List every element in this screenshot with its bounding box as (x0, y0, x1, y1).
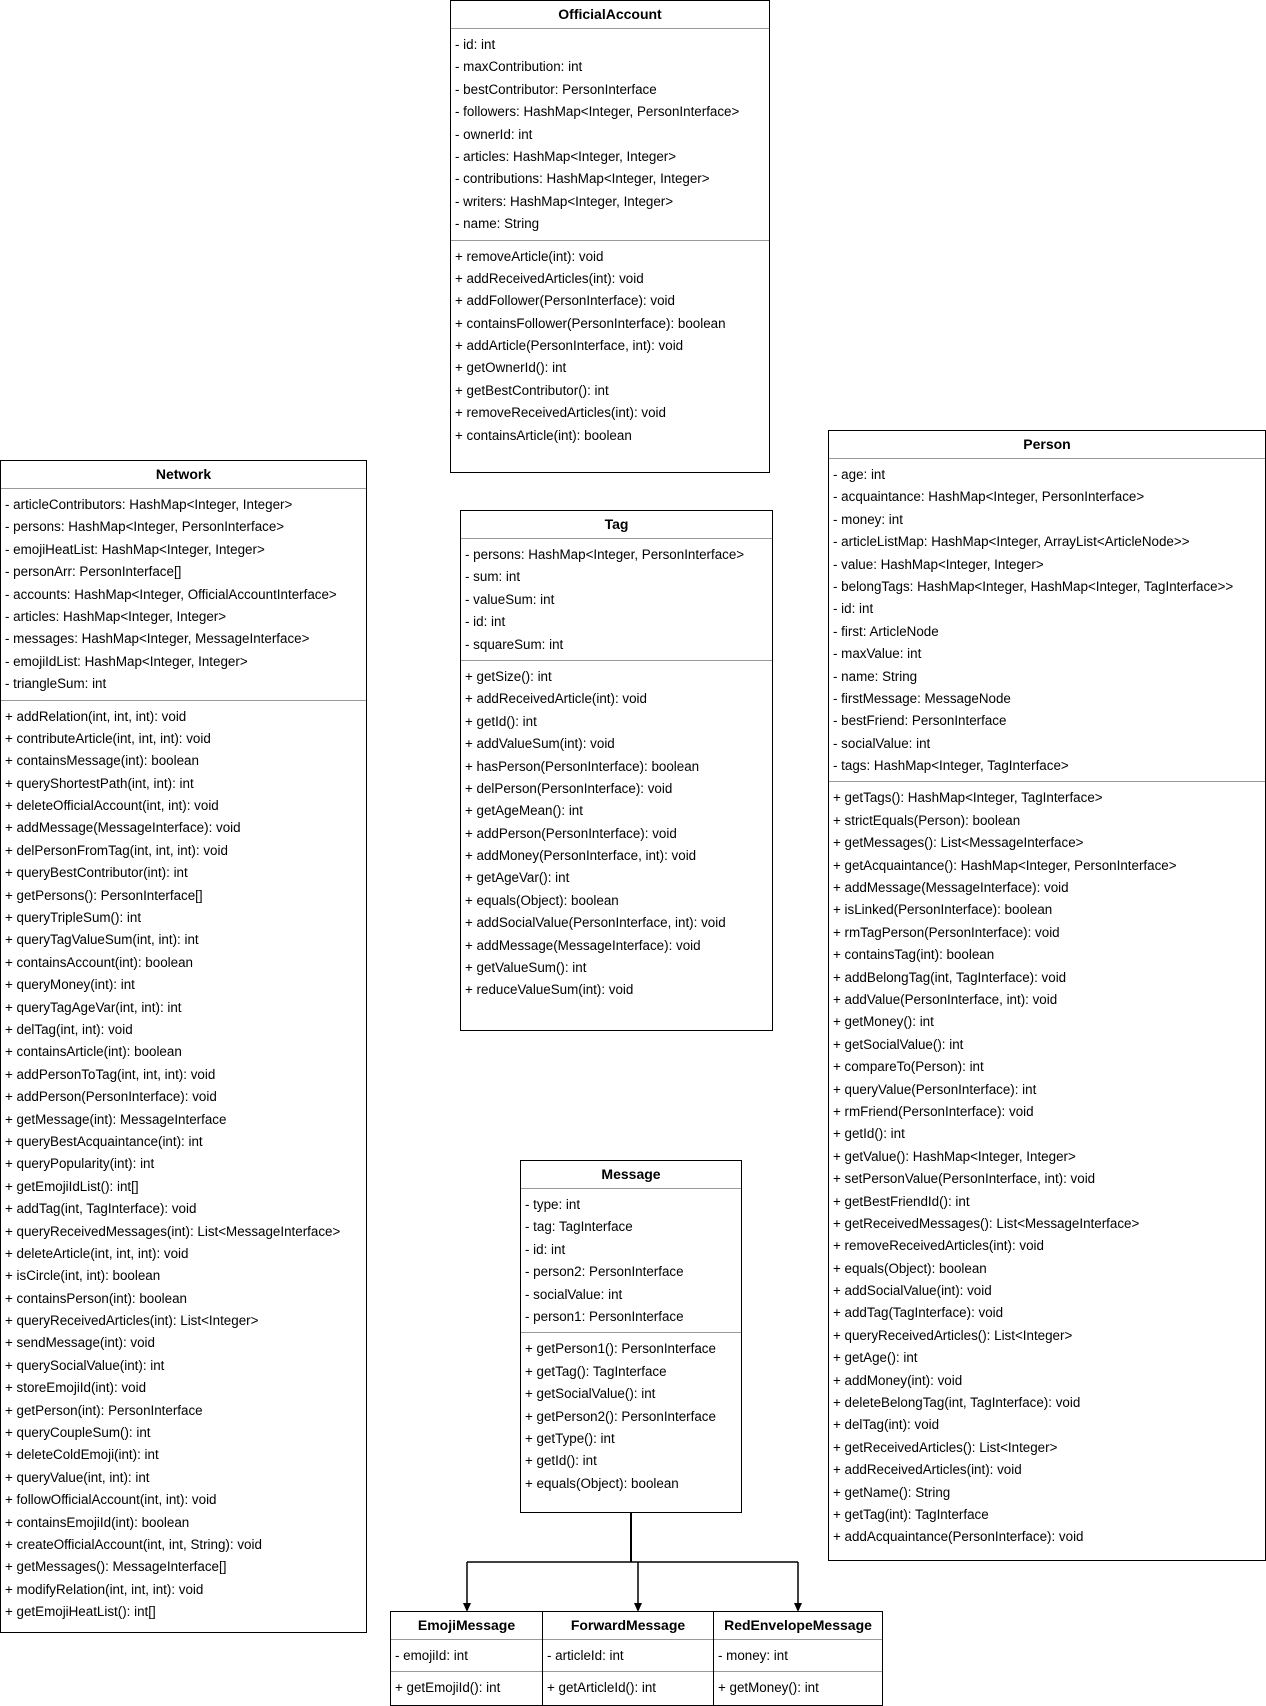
method-row: + addSocialValue(int): void (833, 1283, 992, 1299)
method-row: + removeReceivedArticles(int): void (455, 405, 666, 421)
class-tag[interactable] (460, 510, 773, 1031)
method-row: + getType(): int (525, 1430, 615, 1446)
method-row: + getSocialValue(): int (833, 1036, 964, 1052)
attributes (1, 489, 366, 700)
method-row: + addPerson(PersonInterface): void (465, 825, 677, 841)
class-network[interactable] (0, 460, 367, 1633)
method-row: + containsPerson(int): boolean (5, 1290, 188, 1306)
methods (391, 1671, 542, 1703)
method-row: + getPerson2(): PersonInterface (525, 1408, 716, 1424)
method-row: + queryReceivedArticles(int): List<Integer> (5, 1313, 259, 1329)
method-row: + isLinked(PersonInterface): boolean (833, 902, 1053, 918)
class-name: Tag (461, 511, 772, 539)
method-row: + getEmojiHeatList(): int[] (5, 1604, 156, 1620)
attribute-row: - maxValue: int (833, 646, 922, 662)
method-row: + getTag(int): TagInterface (833, 1506, 989, 1522)
methods (1, 700, 366, 1628)
method-row: + getSocialValue(): int (525, 1386, 656, 1402)
method-row: + delPerson(PersonInterface): void (465, 780, 673, 796)
method-row: + delTag(int, int): void (5, 1021, 133, 1037)
method-row: + deleteColdEmoji(int): int (5, 1447, 159, 1463)
method-row: + addMessage(MessageInterface): void (465, 937, 701, 953)
method-row: + containsTag(int): boolean (833, 947, 995, 963)
method-row: + isCircle(int, int): boolean (5, 1268, 161, 1284)
method-row: + followOfficialAccount(int, int): void (5, 1492, 217, 1508)
method-row: + getMoney(): int (718, 1680, 819, 1696)
method-row: + modifyRelation(int, int, int): void (5, 1581, 204, 1597)
method-row: + addValue(PersonInterface, int): void (833, 991, 1058, 1007)
class-red-envelope-message[interactable] (713, 1611, 883, 1706)
attribute-row: - first: ArticleNode (833, 623, 939, 639)
class-forward-message[interactable] (542, 1611, 714, 1706)
class-name: ForwardMessage (543, 1612, 713, 1640)
attribute-row: - type: int (525, 1197, 581, 1212)
method-row: + reduceValueSum(int): void (465, 982, 634, 998)
method-row: + queryReceivedMessages(int): List<MessageInterface> (5, 1223, 341, 1239)
attribute-row: - emojiHeatList: HashMap<Integer, Integer> (5, 541, 265, 557)
class-name: Person (829, 431, 1265, 459)
attribute-row: - emojiIdList: HashMap<Integer, Integer> (5, 653, 248, 669)
method-row: + deleteArticle(int, int, int): void (5, 1245, 189, 1261)
method-row: + queryReceivedArticles(): List<Integer> (833, 1327, 1073, 1343)
method-row: + getMessage(int): MessageInterface (5, 1111, 227, 1127)
method-row: + containsArticle(int): boolean (5, 1044, 182, 1060)
method-row: + addAcquaintance(PersonInterface): void (833, 1529, 1084, 1545)
method-row: + queryTagValueSum(int, int): int (5, 932, 199, 948)
method-row: + queryMoney(int): int (5, 977, 135, 993)
method-row: + removeArticle(int): void (455, 248, 604, 264)
method-row: + containsMessage(int): boolean (5, 753, 199, 769)
method-row: + containsAccount(int): boolean (5, 954, 193, 970)
method-row: + getPersons(): PersonInterface[] (5, 887, 203, 903)
method-row: + equals(Object): boolean (525, 1475, 679, 1491)
method-row: + compareTo(Person): int (833, 1059, 984, 1075)
method-row: + delTag(int): void (833, 1417, 940, 1433)
method-row: + getId(): int (465, 713, 537, 729)
attribute-row: - sum: int (465, 569, 521, 585)
method-row: + getMoney(): int (833, 1014, 934, 1030)
attribute-row: - belongTags: HashMap<Integer, HashMap<Integer, TagInterface>> (833, 578, 1234, 594)
attribute-row: - name: String (455, 216, 540, 232)
attribute-row: - value: HashMap<Integer, Integer> (833, 556, 1044, 572)
class-message[interactable] (520, 1160, 742, 1513)
attribute-row: - acquaintance: HashMap<Integer, PersonInterface> (833, 489, 1145, 505)
method-row: + querySocialValue(int): int (5, 1357, 165, 1373)
method-row: + getBestContributor(): int (455, 382, 609, 398)
method-row: + queryTripleSum(): int (5, 910, 142, 926)
method-row: + createOfficialAccount(int, int, String): void (5, 1536, 262, 1552)
method-row: + addTag(int, TagInterface): void (5, 1201, 197, 1217)
method-row: + getValueSum(): int (465, 960, 587, 976)
method-row: + containsArticle(int): boolean (455, 427, 632, 443)
attribute-row: - personArr: PersonInterface[] (5, 564, 182, 580)
method-row: + addReceivedArticle(int): void (465, 691, 647, 707)
method-row: + addPerson(PersonInterface): void (5, 1089, 217, 1105)
attribute-row: - money: int (718, 1648, 788, 1663)
method-row: + getTags(): HashMap<Integer, TagInterface> (833, 790, 1103, 806)
method-row: + addReceivedArticles(int): void (455, 270, 644, 286)
method-row: + queryShortestPath(int, int): int (5, 775, 194, 791)
method-row: + getPerson1(): PersonInterface (525, 1341, 716, 1357)
attribute-row: - triangleSum: int (5, 676, 107, 692)
attributes (521, 1189, 741, 1332)
class-name: RedEnvelopeMessage (714, 1612, 882, 1640)
method-row: + getReceivedArticles(): List<Integer> (833, 1439, 1058, 1455)
attribute-row: - person2: PersonInterface (525, 1264, 684, 1280)
attribute-row: - bestContributor: PersonInterface (455, 81, 657, 97)
attribute-row: - valueSum: int (465, 591, 555, 607)
method-row: + equals(Object): boolean (465, 892, 619, 908)
method-row: + queryTagAgeVar(int, int): int (5, 999, 182, 1015)
method-row: + addReceivedArticles(int): void (833, 1462, 1022, 1478)
attributes (461, 539, 772, 660)
method-row: + rmTagPerson(PersonInterface): void (833, 924, 1060, 940)
methods (521, 1332, 741, 1499)
method-row: + queryCoupleSum(): int (5, 1425, 151, 1441)
method-row: + getId(): int (833, 1126, 905, 1142)
method-row: + addPersonToTag(int, int, int): void (5, 1066, 216, 1082)
attribute-row: - ownerId: int (455, 126, 533, 142)
attribute-row: - emojiId: int (395, 1648, 468, 1663)
method-row: + getAgeVar(): int (465, 870, 570, 886)
class-name: EmojiMessage (391, 1612, 542, 1640)
attribute-row: - persons: HashMap<Integer, PersonInterface> (5, 519, 285, 535)
attributes (451, 29, 769, 240)
attribute-row: - socialValue: int (833, 735, 931, 751)
method-row: + deleteBelongTag(int, TagInterface): void (833, 1395, 1081, 1411)
methods (461, 660, 772, 1006)
method-row: + getPerson(int): PersonInterface (5, 1402, 203, 1418)
attribute-row: - id: int (465, 614, 506, 630)
attribute-row: - maxContribution: int (455, 59, 583, 75)
method-row: + addMoney(PersonInterface, int): void (465, 848, 697, 864)
method-row: + getValue(): HashMap<Integer, Integer> (833, 1148, 1076, 1164)
method-row: + getSize(): int (465, 668, 552, 684)
method-row: + sendMessage(int): void (5, 1335, 155, 1351)
method-row: + getArticleId(): int (547, 1680, 657, 1696)
attributes (714, 1640, 882, 1671)
attribute-row: - name: String (833, 668, 918, 684)
method-row: + setPersonValue(PersonInterface, int): void (833, 1171, 1096, 1187)
attributes (829, 459, 1265, 781)
attribute-row: - followers: HashMap<Integer, PersonInterface> (455, 104, 740, 120)
attribute-row: - tags: HashMap<Integer, TagInterface> (833, 758, 1069, 774)
method-row: + addFollower(PersonInterface): void (455, 293, 675, 309)
attribute-row: - id: int (833, 601, 874, 617)
attribute-row: - contributions: HashMap<Integer, Integer> (455, 171, 710, 187)
attribute-row: - squareSum: int (465, 636, 564, 652)
attribute-row: - firstMessage: MessageNode (833, 690, 1011, 706)
method-row: + getTag(): TagInterface (525, 1363, 667, 1379)
method-row: + rmFriend(PersonInterface): void (833, 1103, 1034, 1119)
class-name: OfficialAccount (451, 1, 769, 29)
class-person[interactable] (828, 430, 1266, 1561)
method-row: + addSocialValue(PersonInterface, int): void (465, 915, 726, 931)
attribute-row: - writers: HashMap<Integer, Integer> (455, 193, 674, 209)
methods (543, 1671, 713, 1703)
method-row: + equals(Object): boolean (833, 1260, 987, 1276)
method-row: + delPersonFromTag(int, int, int): void (5, 842, 228, 858)
attribute-row: - articles: HashMap<Integer, Integer> (455, 148, 677, 164)
attribute-row: - articleListMap: HashMap<Integer, ArrayList<ArticleNode>> (833, 534, 1190, 550)
method-row: + getMessages(): List<MessageInterface> (833, 835, 1084, 851)
method-row: + queryBestContributor(int): int (5, 865, 188, 881)
attribute-row: - money: int (833, 511, 903, 527)
methods (451, 240, 769, 452)
method-row: + addMessage(MessageInterface): void (833, 880, 1069, 896)
method-row: + queryValue(int, int): int (5, 1469, 150, 1485)
method-row: + getMessages(): MessageInterface[] (5, 1559, 227, 1575)
method-row: + getReceivedMessages(): List<MessageInterface> (833, 1215, 1140, 1231)
method-row: + addMoney(int): void (833, 1372, 963, 1388)
method-row: + getEmojiIdList(): int[] (5, 1178, 139, 1194)
method-row: + queryPopularity(int): int (5, 1156, 155, 1172)
attribute-row: - articles: HashMap<Integer, Integer> (5, 608, 227, 624)
attribute-row: - age: int (833, 467, 886, 482)
method-row: + addTag(TagInterface): void (833, 1305, 1004, 1321)
attribute-row: - accounts: HashMap<Integer, OfficialAccountInterface> (5, 586, 337, 602)
method-row: + addMessage(MessageInterface): void (5, 820, 241, 836)
attribute-row: - messages: HashMap<Integer, MessageInterface> (5, 631, 310, 647)
method-row: + containsEmojiId(int): boolean (5, 1514, 190, 1530)
attributes (543, 1640, 713, 1671)
method-row: + addValueSum(int): void (465, 736, 615, 752)
method-row: + getName(): String (833, 1484, 951, 1500)
class-official-account[interactable] (450, 0, 770, 473)
method-row: + getAge(): int (833, 1350, 918, 1366)
methods (714, 1671, 882, 1703)
attribute-row: - articleContributors: HashMap<Integer, Integer> (5, 497, 293, 512)
method-row: + addBelongTag(int, TagInterface): void (833, 969, 1067, 985)
attribute-row: - tag: TagInterface (525, 1219, 633, 1235)
method-row: + removeReceivedArticles(int): void (833, 1238, 1044, 1254)
method-row: + addRelation(int, int, int): void (5, 708, 187, 724)
method-row: + addArticle(PersonInterface, int): void (455, 338, 684, 354)
method-row: + queryValue(PersonInterface): int (833, 1081, 1037, 1097)
method-row: + containsFollower(PersonInterface): boolean (455, 315, 726, 331)
attribute-row: - bestFriend: PersonInterface (833, 713, 1007, 729)
attribute-row: - id: int (455, 37, 496, 52)
method-row: + queryBestAcquaintance(int): int (5, 1133, 203, 1149)
class-name: Network (1, 461, 366, 489)
method-row: + getId(): int (525, 1453, 597, 1469)
method-row: + storeEmojiId(int): void (5, 1380, 147, 1396)
class-emoji-message[interactable] (390, 1611, 543, 1706)
attribute-row: - person1: PersonInterface (525, 1308, 684, 1324)
class-name: Message (521, 1161, 741, 1189)
method-row: + hasPerson(PersonInterface): boolean (465, 758, 700, 774)
method-row: + getAgeMean(): int (465, 803, 583, 819)
method-row: + strictEquals(Person): boolean (833, 812, 1021, 828)
methods (829, 781, 1265, 1552)
attributes (391, 1640, 542, 1671)
attribute-row: - id: int (525, 1241, 566, 1257)
method-row: + getBestFriendId(): int (833, 1193, 970, 1209)
method-row: + getAcquaintance(): HashMap<Integer, PersonInterface> (833, 857, 1177, 873)
method-row: + contributeArticle(int, int, int): void (5, 730, 211, 746)
method-row: + getOwnerId(): int (455, 360, 567, 376)
attribute-row: - persons: HashMap<Integer, PersonInterface> (465, 547, 745, 562)
method-row: + getEmojiId(): int (395, 1680, 501, 1696)
method-row: + deleteOfficialAccount(int, int): void (5, 798, 219, 814)
attribute-row: - socialValue: int (525, 1286, 623, 1302)
attribute-row: - articleId: int (547, 1648, 624, 1663)
